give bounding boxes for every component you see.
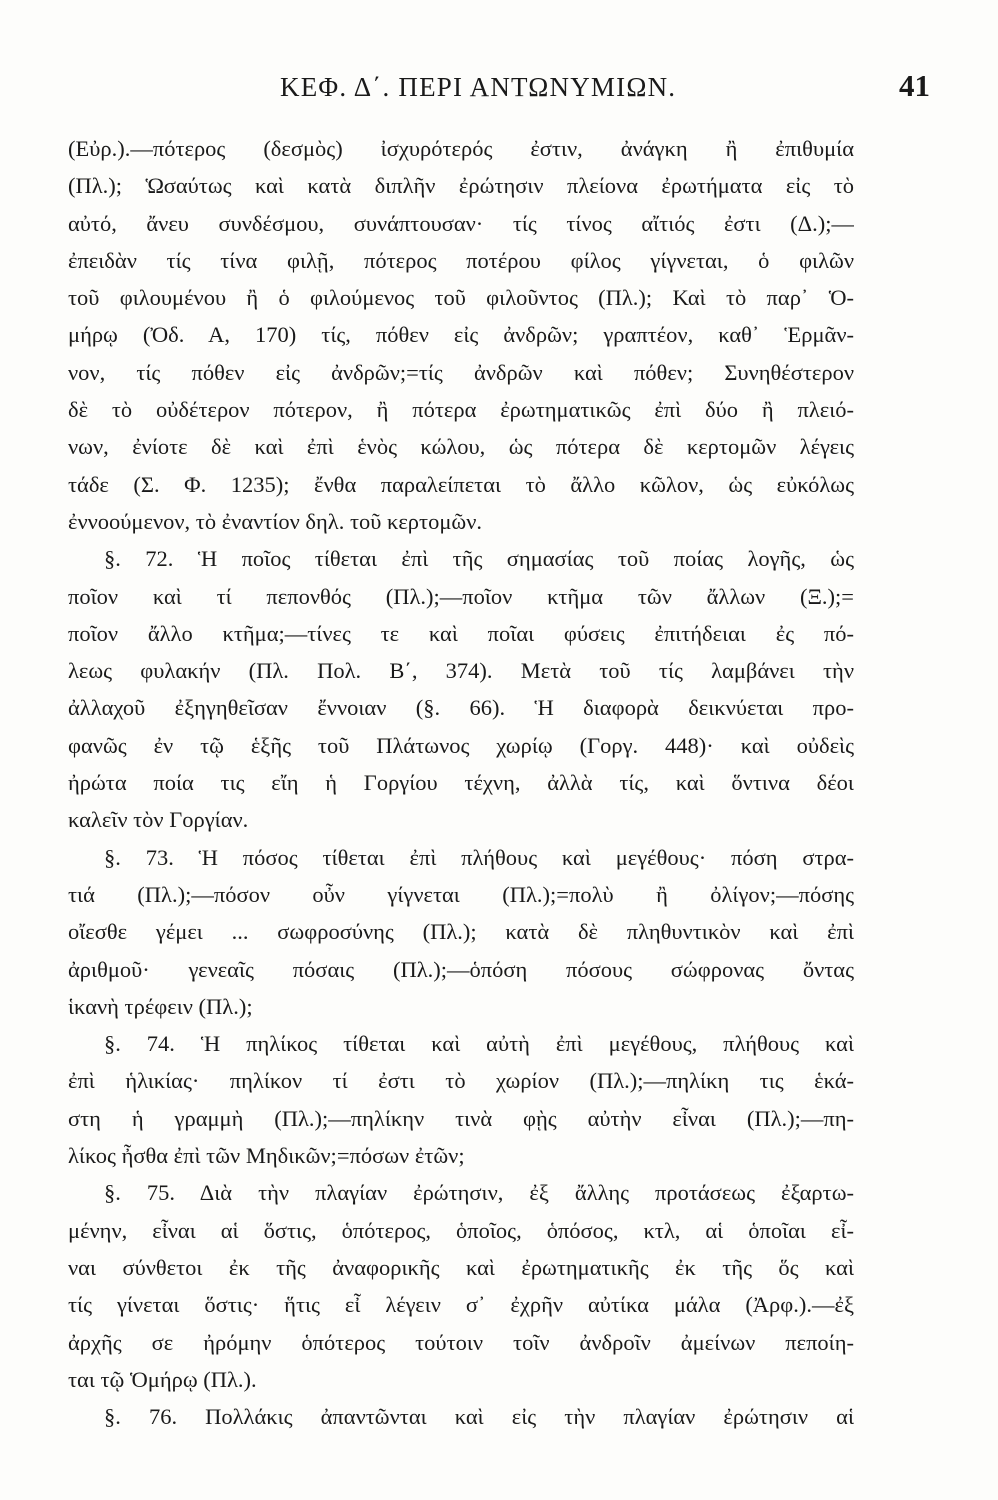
- text-line: ποῖον καὶ τί πεπονθός (Πλ.);—ποῖον κτῆμα τῶν ἄλλων (Ξ.);=: [68, 583, 854, 609]
- page-header: [70, 68, 930, 112]
- text-line: §. 75. Διὰ τὴν πλαγίαν ἐρώτησιν, ἐξ ἄλλης προτάσεως ἐξαρτω-: [104, 1180, 854, 1206]
- text-line: καλεῖν τὸν Γοργίαν.: [68, 807, 249, 833]
- text-line: (Εὐρ.).—πότερος (δεσμὸς) ἰσχυρότερός ἐστιν, ἀνάγκη ἢ ἐπιθυμία: [68, 136, 854, 161]
- text-line: ται τῷ Ὁμήρῳ (Πλ.).: [68, 1366, 257, 1392]
- text-line: ἐπὶ ἡλικίας· πηλίκον τί ἐστι τὸ χωρίον (Πλ.);—πηλίκη τις ἑκά-: [68, 1068, 854, 1094]
- text-line: §. 72. Ἡ ποῖος τίθεται ἐπὶ τῆς σημασίας τοῦ ποίας λογῆς, ὡς: [104, 546, 854, 572]
- page-number: 41: [899, 68, 930, 103]
- text-line: λεως φυλακήν (Πλ. Πολ. Β΄, 374). Μετὰ τοῦ τίς λαμβάνει τὴν: [68, 658, 854, 684]
- text-line: οἴεσθε γέμει ... σωφροσύνης (Πλ.); κατὰ δὲ πληθυντικὸν καὶ ἐπὶ: [68, 919, 854, 945]
- text-line: ἠρώτα ποία τις εἴη ἡ Γοργίου τέχνη, ἀλλὰ τίς, καὶ ὅντινα δέοι: [68, 770, 854, 796]
- text-line: νον, τίς πόθεν εἰς ἀνδρῶν;=τίς ἀνδρῶν καὶ πόθεν; Συνηθέστερον: [68, 359, 854, 385]
- text-line: τιά (Πλ.);—πόσον οὖν γίγνεται (Πλ.);=πολὺ ἢ ὀλίγον;—πόσης: [68, 881, 854, 907]
- text-line: ἐπειδὰν τίς τίνα φιλῇ, πότερος ποτέρου φίλος γίγνεται, ὁ φιλῶν: [68, 247, 854, 273]
- text-line: ναι σύνθετοι ἐκ τῆς ἀναφορικῆς καὶ ἐρωτηματικῆς ἐκ τῆς ὅς καὶ: [68, 1254, 854, 1280]
- text-line: στη ἡ γραμμὴ (Πλ.);—πηλίκην τινὰ φῂς αὐτὴν εἶναι (Πλ.);—πη-: [68, 1105, 854, 1131]
- text-line: (Πλ.); Ὡσαύτως καὶ κατὰ διπλῆν ἐρώτησιν πλείονα ἐρωτήματα εἰς τὸ: [68, 173, 854, 199]
- text-line: §. 76. Πολλάκις ἀπαντῶνται καὶ εἰς τὴν πλαγίαν ἐρώτησιν αἱ: [104, 1404, 854, 1430]
- running-head: ΚΕΦ. Δ΄. ΠΕΡΙ ΑΝΤΩΝΥΜΙΩΝ.: [280, 72, 677, 102]
- text-line: δὲ τὸ οὐδέτερον πότερον, ἢ πότερα ἐρωτηματικῶς ἐπὶ δύο ἢ πλειό-: [68, 397, 854, 423]
- text-line: μένην, εἶναι αἱ ὅστις, ὁπότερος, ὁποῖος, ὁπόσος, κτλ, αἱ ὁποῖαι εἶ-: [68, 1217, 854, 1243]
- text-line: §. 73. Ἡ πόσος τίθεται ἐπὶ πλήθους καὶ μεγέθους· πόση στρα-: [104, 844, 854, 870]
- text-line: μήρῳ (Ὀδ. Α, 170) τίς, πόθεν εἰς ἀνδρῶν; γραπτέον, καθ᾿ Ἑρμᾶν-: [68, 322, 854, 348]
- text-line: τίς γίνεται ὅστις· ἥτις εἶ λέγειν σ᾿ ἐχρῆν αὐτίκα μάλα (Ἀρφ.).—ἐξ: [68, 1292, 854, 1318]
- text-line: ἀριθμοῦ· γενεαῖς πόσαις (Πλ.);—ὁπόση πόσους σώφρονας ὄντας: [68, 956, 854, 982]
- text-line: αὐτό, ἄνευ συνδέσμου, συνάπτουσαν· τίς τίνος αἴτιός ἐστι (Δ.);—: [68, 210, 854, 236]
- text-line: τάδε (Σ. Φ. 1235); ἔνθα παραλείπεται τὸ ἄλλο κῶλον, ὡς εὐκόλως: [68, 471, 854, 497]
- text-line: φανῶς ἐν τῷ ἑξῆς τοῦ Πλάτωνος χωρίῳ (Γοργ. 448)· καὶ οὐδεὶς: [68, 732, 854, 758]
- text-line: νων, ἐνίοτε δὲ καὶ ἐπὶ ἑνὸς κώλου, ὡς πότερα δὲ κερτομῶν λέγεις: [68, 434, 854, 460]
- body-text: [68, 130, 854, 1435]
- text-line: τοῦ φιλουμένου ἢ ὁ φιλούμενος τοῦ φιλοῦντος (Πλ.); Καὶ τὸ παρ᾿ Ὁ-: [68, 285, 854, 311]
- text-line: ποῖον ἄλλο κτῆμα;—τίνες τε καὶ ποῖαι φύσεις ἐπιτήδειαι ἐς πό-: [68, 620, 854, 646]
- text-line: ἐννοούμενον, τὸ ἐναντίον δηλ. τοῦ κερτομῶν.: [68, 508, 482, 534]
- text-line: ἀλλαχοῦ ἐξηγηθεῖσαν ἔννοιαν (§. 66). Ἡ διαφορὰ δεικνύεται προ-: [68, 695, 854, 721]
- text-line: ἱκανὴ τρέφειν (Πλ.);: [68, 993, 253, 1019]
- text-line: §. 74. Ἡ πηλίκος τίθεται καὶ αὐτὴ ἐπὶ μεγέθους, πλήθους καὶ: [104, 1031, 854, 1057]
- text-line: λίκος ἦσθα ἐπὶ τῶν Μηδικῶν;=πόσων ἐτῶν;: [68, 1143, 465, 1169]
- text-line: ἀρχῆς σε ἠρόμην ὁπότερος τούτοιν τοῖν ἀνδροῖν ἀμείνων πεποίη-: [68, 1329, 854, 1355]
